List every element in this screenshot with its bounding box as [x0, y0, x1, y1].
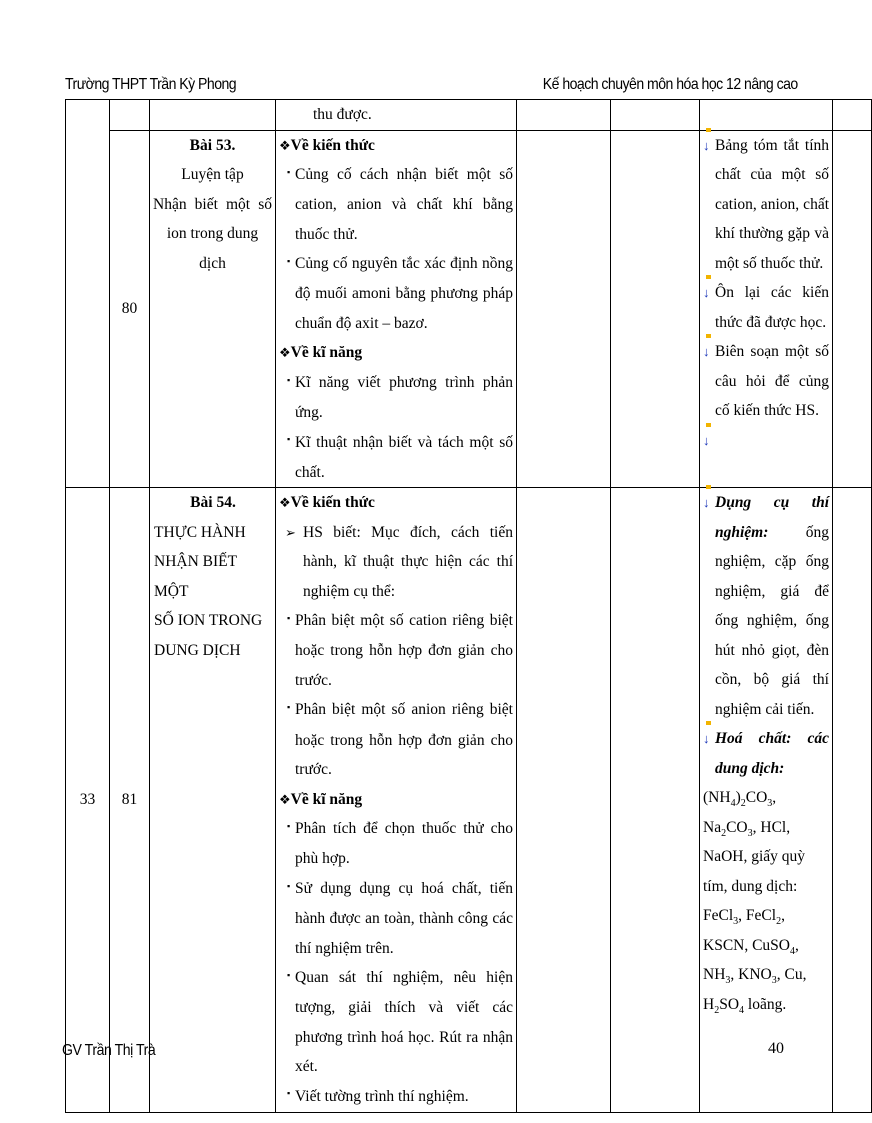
content-cell — [276, 100, 517, 131]
chemicals-heading: Hoá chất: các dung dịch: — [715, 730, 829, 777]
skill-heading: ❖Về kĩ năng — [279, 344, 363, 362]
lesson-name-line: NHẬN BIẾT MỘT — [154, 553, 237, 600]
week-cell: 33 — [66, 488, 110, 1113]
diamond-bullet-icon: ❖ — [279, 791, 291, 807]
lesson-cell — [150, 100, 276, 131]
lesson-title: Bài 53. — [189, 136, 236, 154]
knowledge-heading: ❖Về kiến thức — [279, 494, 375, 512]
list-item: ▪ Quan sát thí nghiệm, nêu hiện tượng, giải thích và viết các phương trình hoá học. Rút ra nhận xét. — [279, 963, 513, 1082]
list-item: ➢ HS biết: Mục đích, cách tiến hành, kĩ thuật thực hiện các thí nghiệm cụ thể: — [279, 518, 513, 607]
arrow-down-icon: ↓ — [703, 426, 715, 456]
arrow-down-icon: ↓ — [703, 131, 715, 161]
list-item: ▪ Phân biệt một số anion riêng biệt hoặc trong hỗn hợp đơn giản cho trước. — [279, 695, 513, 784]
list-item: ▪ Sử dụng dụng cụ hoá chất, tiến hành được an toàn, thành công các thí nghiệm trên. — [279, 874, 513, 963]
lesson-name-line: Luyện tập — [181, 166, 244, 183]
lesson-name-line: SỐ ION TRONG — [154, 612, 263, 630]
header-school: Trường THPT Trần Kỳ Phong — [65, 76, 237, 93]
lesson-title: Bài 54. — [190, 494, 236, 512]
period-cell: 80 — [110, 130, 150, 488]
page-number: 40 — [768, 1040, 784, 1057]
skill-heading: ❖Về kĩ năng — [279, 790, 363, 808]
chemical-line: FeCl$_3$, FeCl$_2$, — [703, 907, 785, 928]
chemical-line: NaOH, giấy quỳ tím, dung dịch: — [703, 848, 806, 895]
list-item: ▪ Phân biệt một số cation riêng biệt hoặc trong hỗn hợp đơn giản cho trước. — [279, 606, 513, 695]
list-item — [703, 426, 829, 456]
list-item: ▪ Củng cố cách nhận biết một số cation, anion và chất khí bằng thuốc thử. — [279, 160, 513, 249]
list-item: ↓ Ôn lại các kiến thức đã được học. — [703, 278, 829, 337]
lesson-name-line: ion trong dung dịch — [166, 225, 259, 272]
diamond-bullet-icon: ❖ — [279, 345, 291, 361]
lesson-name-line: Nhận biết một số — [153, 195, 272, 213]
tools-heading: Dụng cụ thí nghiệm: — [715, 494, 829, 541]
table-row — [66, 130, 872, 488]
lesson-name-line: DUNG DỊCH — [154, 641, 241, 659]
lesson-cell — [150, 130, 276, 488]
list-item — [703, 488, 829, 724]
period-cell — [110, 100, 150, 131]
week-cell — [66, 100, 110, 488]
chemical-line: $H_2SO_4$ loãng. — [703, 995, 787, 1016]
table-row — [66, 100, 872, 131]
preparation-cell — [700, 488, 833, 1113]
content-text: thu được. — [313, 106, 372, 123]
chemical-line: $(NH_4)_2CO_3$, — [703, 789, 777, 810]
chemical-line: KSCN, CuSO$_4$, — [703, 936, 799, 957]
lesson-name-line: THỰC HÀNH — [154, 523, 246, 541]
list-item — [703, 724, 829, 783]
list-item: ▪ Kĩ thuật nhận biết và tách một số chất. — [279, 428, 513, 488]
chemical-line: $NH_3$, $KNO_3$, Cu, — [703, 966, 807, 987]
list-item: ↓ Biên soạn một số câu hỏi để củng cố kiến thức HS. — [703, 337, 829, 426]
table-row — [66, 488, 872, 1113]
arrow-right-icon: ➢ — [285, 524, 296, 540]
diamond-bullet-icon: ❖ — [279, 495, 291, 511]
lesson-cell — [150, 488, 276, 1113]
list-item: ▪ Viết tường trình thí nghiệm. — [279, 1082, 513, 1112]
diamond-bullet-icon: ❖ — [279, 137, 291, 153]
list-item: ↓ Bảng tóm tắt tính chất của một số cation, anion, chất khí thường gặp và một số thuốc thử. — [703, 131, 829, 279]
chemical-line: $Na_2CO_3$, HCl, — [703, 818, 791, 839]
lesson-plan-table — [65, 99, 872, 1113]
tools-text: ống nghiệm, cặp ống nghiệm, giá để ống nghiệm, ống hút nhỏ giọt, đèn cồn, bộ giá thí nghiệm cải tiến. — [715, 523, 829, 718]
period-cell: 81 — [110, 488, 150, 1113]
footer-teacher: GV Trần Thị Trà — [62, 1042, 156, 1059]
list-item: ▪ Củng cố nguyên tắc xác định nồng độ muối amoni bằng phương pháp chuẩn độ axit – bazơ. — [279, 249, 513, 338]
list-item: ▪ Phân tích để chọn thuốc thử cho phù hợp. — [279, 814, 513, 874]
knowledge-heading: ❖Về kiến thức — [279, 136, 375, 154]
content-cell — [276, 488, 517, 1113]
list-item: ▪ Kĩ năng viết phương trình phản ứng. — [279, 368, 513, 428]
header-plan-title: Kế hoạch chuyên môn hóa học 12 nâng cao — [543, 76, 798, 93]
arrow-down-icon: ↓ — [703, 724, 715, 754]
content-cell — [276, 130, 517, 488]
arrow-down-icon: ↓ — [703, 337, 715, 367]
preparation-cell — [700, 130, 833, 488]
arrow-down-icon: ↓ — [703, 278, 715, 308]
arrow-down-icon: ↓ — [703, 488, 715, 518]
